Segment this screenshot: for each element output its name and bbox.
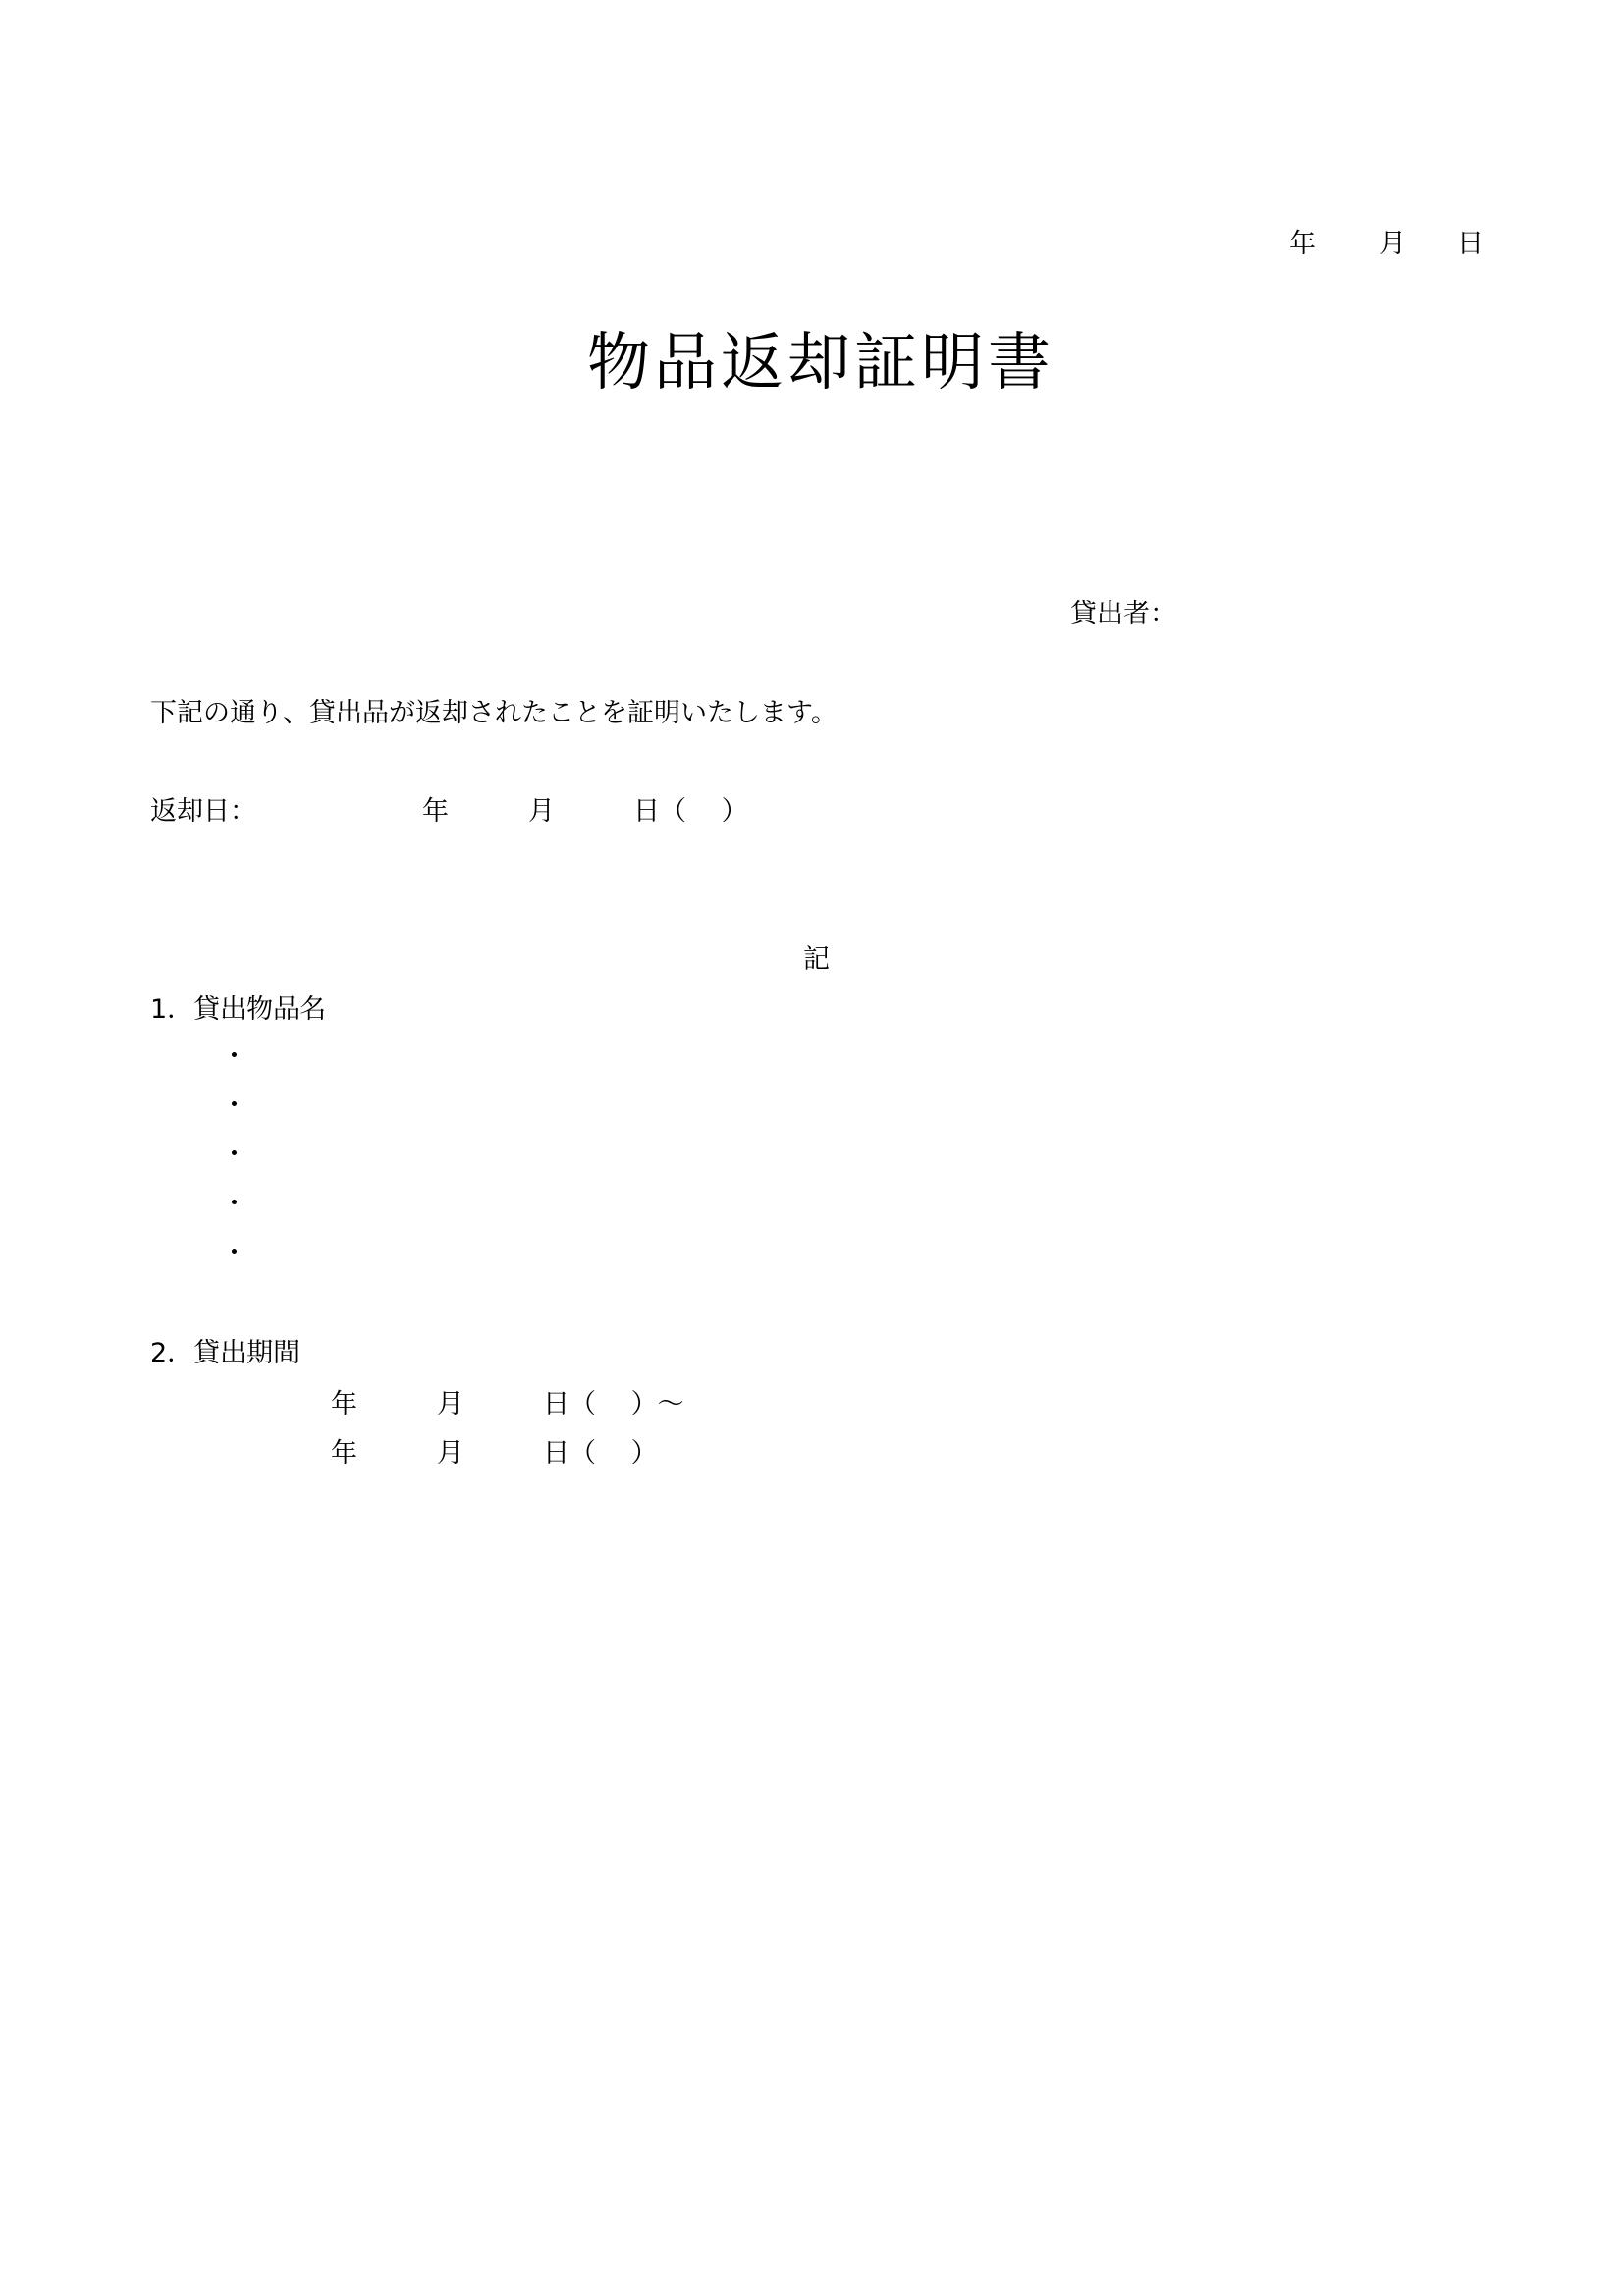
period-end-month: 月 <box>437 1438 463 1468</box>
lender-label: 貸出者： <box>1070 599 1176 629</box>
header-date-month: 月 <box>1380 229 1406 259</box>
item-bullet: ・ <box>221 1041 247 1072</box>
item-bullet: ・ <box>221 1091 247 1121</box>
document-title: 物品返却証明書 <box>587 327 1055 400</box>
item-bullet: ・ <box>221 1140 247 1170</box>
header-date-day: 日 <box>1457 229 1484 259</box>
section1-heading: 1．貸出物品名 <box>150 994 327 1025</box>
period-end-day: 日（ ） <box>543 1438 658 1468</box>
ki-label: 記 <box>803 944 830 975</box>
period-start-day: 日（ ）～ <box>543 1389 684 1419</box>
period-start-year: 年 <box>331 1389 357 1419</box>
section2-heading: 2．貸出期間 <box>150 1338 300 1368</box>
item-bullet: ・ <box>221 1189 247 1219</box>
statement-text: 下記の通り、貸出品が返却されたことを証明いたします。 <box>150 698 838 728</box>
return-date-year: 年 <box>422 796 449 827</box>
return-date-day: 日（ ） <box>633 796 748 827</box>
return-date-label: 返却日： <box>150 796 256 827</box>
return-date-month: 月 <box>528 796 555 827</box>
period-end-year: 年 <box>331 1438 357 1468</box>
period-start-month: 月 <box>437 1389 463 1419</box>
header-date-year: 年 <box>1289 229 1316 259</box>
item-bullet: ・ <box>221 1238 247 1268</box>
